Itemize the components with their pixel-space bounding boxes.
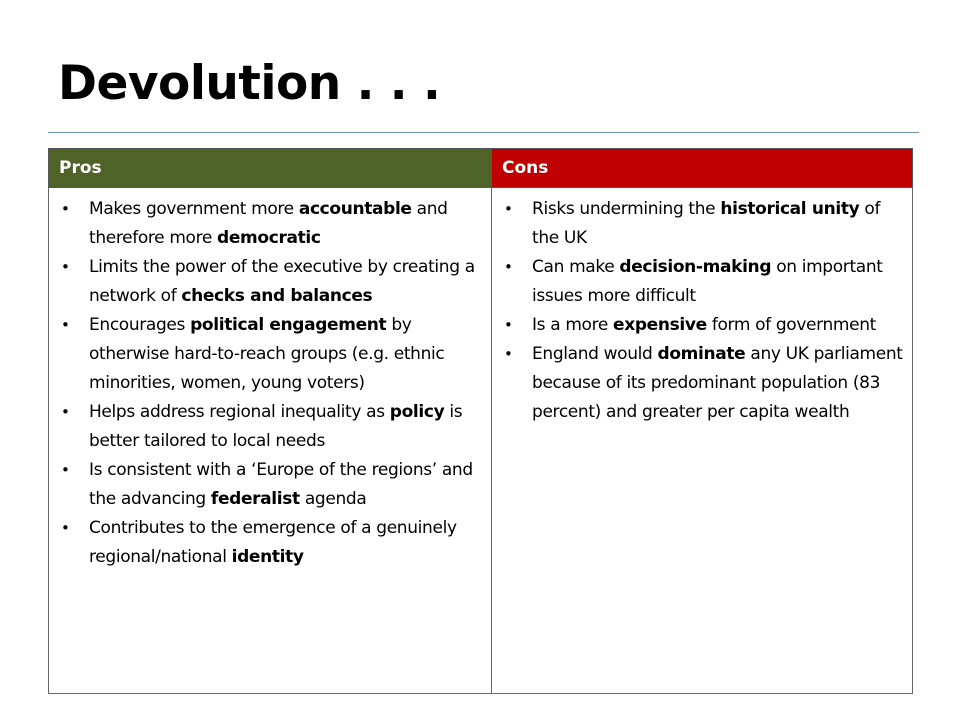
bullet-icon: • (504, 345, 513, 363)
list-item (49, 514, 485, 572)
list-item (49, 311, 485, 398)
bold-term: accountable (298, 199, 412, 219)
bold-term: policy (389, 402, 445, 422)
pros-header: Pros (49, 149, 492, 188)
list-item-text: form of government (706, 315, 876, 335)
list-item-text: is better tailored to local needs (89, 402, 463, 451)
list-item-text: Risks undermining the (532, 199, 721, 219)
table-header-row (49, 149, 913, 188)
pros-cell (49, 188, 492, 694)
bullet-icon: • (61, 461, 70, 479)
bullet-icon: • (61, 519, 70, 537)
cons-cell (492, 188, 913, 694)
list-item-text: on important issues more difficult (532, 257, 883, 306)
table-body-row (49, 188, 913, 694)
bullet-icon: • (504, 200, 513, 218)
bullet-icon: • (504, 258, 513, 276)
list-item-text: and therefore more (89, 199, 448, 248)
slide-title: Devolution . . . (58, 56, 441, 111)
list-item-text: by otherwise hard-to-reach groups (e.g. ethnic minorities, women, young voters) (89, 315, 445, 393)
bold-term: democratic (217, 228, 321, 248)
list-item-text: Can make (532, 257, 620, 277)
list-item (49, 398, 485, 456)
list-item (49, 195, 485, 253)
list-item-text: England would (532, 344, 658, 364)
list-item (492, 311, 906, 340)
list-item (492, 195, 906, 253)
bold-term: decision-making (619, 257, 772, 277)
list-item (492, 340, 906, 427)
list-item-text: Encourages (89, 315, 191, 335)
cons-list (492, 195, 906, 427)
bold-term: dominate (657, 344, 746, 364)
list-item (492, 253, 906, 311)
list-item-text: Contributes to the emergence of a genuinely regional/national (89, 518, 457, 567)
list-item-text: Is consistent with a ‘Europe of the regions’ and the advancing (89, 460, 473, 509)
bold-term: expensive (613, 315, 707, 335)
bullet-icon: • (504, 316, 513, 334)
list-item (49, 456, 485, 514)
list-item-text: Is a more (532, 315, 614, 335)
bullet-icon: • (61, 403, 70, 421)
bold-term: checks and balances (181, 286, 373, 306)
list-item-text: of the UK (532, 199, 881, 248)
bold-term: identity (231, 547, 304, 567)
pros-list (49, 195, 485, 572)
list-item-text: any UK parliament because of its predominant population (83 percent) and greater per capita wealth (532, 344, 903, 422)
bullet-icon: • (61, 258, 70, 276)
bold-term: federalist (210, 489, 300, 509)
bold-term: historical unity (720, 199, 860, 219)
cons-header: Cons (492, 149, 913, 188)
list-item-text: agenda (299, 489, 367, 509)
list-item-text: Limits the power of the executive by creating a network of (89, 257, 475, 306)
list-item-text: Helps address regional inequality as (89, 402, 390, 422)
list-item (49, 253, 485, 311)
bullet-icon: • (61, 316, 70, 334)
title-divider (48, 132, 919, 133)
pros-cons-table (48, 148, 913, 694)
bullet-icon: • (61, 200, 70, 218)
bold-term: political engagement (190, 315, 387, 335)
list-item-text: Makes government more (89, 199, 299, 219)
